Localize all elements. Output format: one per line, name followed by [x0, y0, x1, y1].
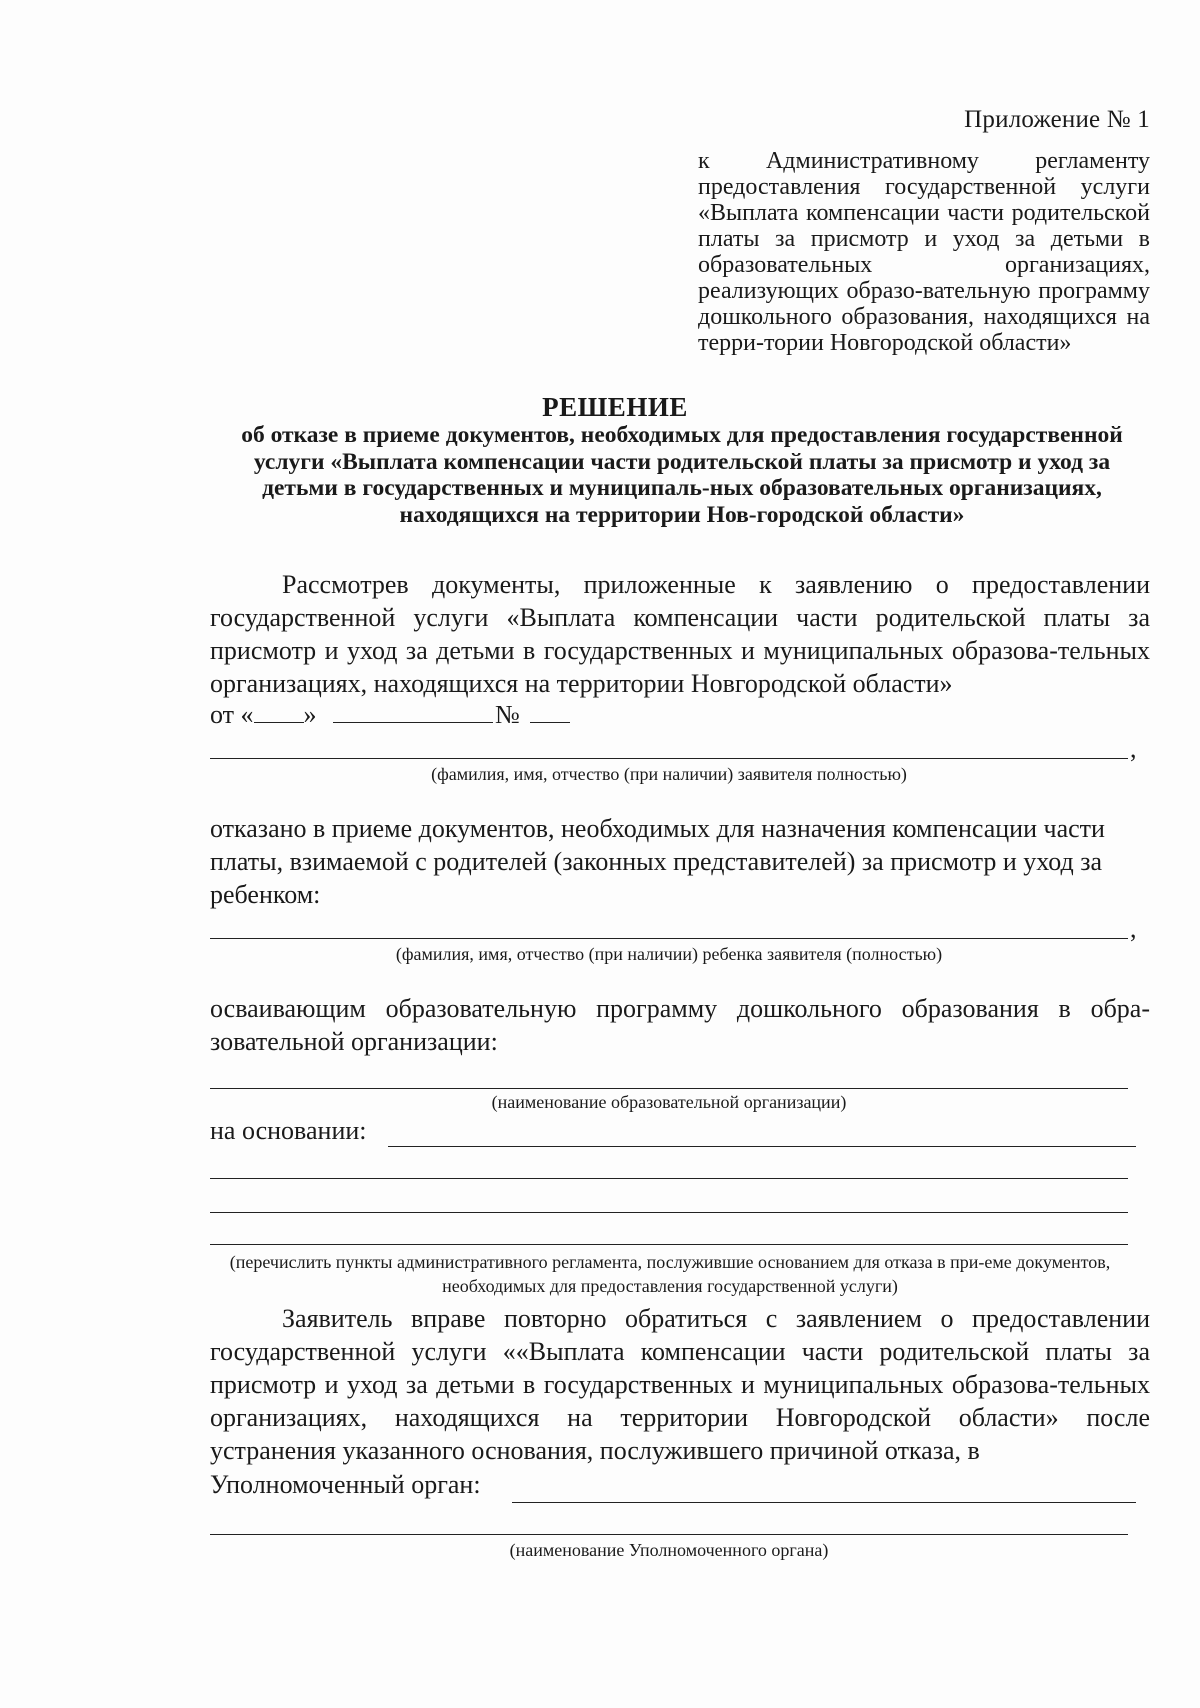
- annex-reference: к Административному регламенту предоставления государственной услуги «Выплата компенсации части родительской платы за присмотр и уход за детьми в образовательных организациях, реализующих образо-вательную программу дошкольного образования, находящихся на терри-тории Новгородской области»: [698, 148, 1150, 356]
- child-comma: ,: [1130, 914, 1137, 943]
- decision-title: РЕШЕНИЕ: [542, 392, 688, 422]
- refusal-paragraph: отказано в приеме документов, необходимых для назначения компенсации части платы, взимаемой с родителей (законных представителей) за присмотр и уход за ребенком:: [210, 814, 1105, 909]
- authority-caption: (наименование Уполномоченного органа): [509, 1540, 829, 1560]
- basis-label: на основании:: [210, 1116, 367, 1145]
- number-sign: №: [495, 700, 520, 729]
- annex-number: Приложение № 1: [964, 106, 1150, 133]
- authority-line-2: [210, 1534, 1128, 1535]
- organization-line: [210, 1088, 1128, 1089]
- organization-caption: (наименование образовательной организации): [491, 1092, 847, 1112]
- child-caption: (фамилия, имя, отчество (при наличии) ребенка заявителя (полностью): [395, 944, 943, 964]
- close-quote: »: [303, 700, 317, 729]
- decision-subtitle: об отказе в приеме документов, необходимых для предоставления государственной услуги «Выплата компенсации части родительской платы за присмотр и уход за детьми в государственных и муниципаль-ных образовательных организациях, находящихся на территории Нов-городской области»: [241, 422, 1123, 528]
- child-name-line: [210, 938, 1128, 939]
- basis-caption: (перечислить пункты административного регламента, послужившие основанием для отказа в при-еме документов, необходимых для предоставления государственной услуги): [229, 1252, 1111, 1296]
- day-blank: [254, 700, 304, 723]
- basis-line-2: [210, 1178, 1128, 1179]
- applicant-caption: (фамилия, имя, отчество (при наличии) заявителя полностью): [431, 764, 907, 784]
- authority-line-1: [512, 1502, 1136, 1503]
- reapply-paragraph: Заявитель вправе повторно обратиться с заявлением о предоставлении государственной услуги ««Выплата компенсации части родительской платы за присмотр и уход за детьми в государственных и муниципальных образова-тельных организациях, находящихся на территории Новгородской области» после устранения указанного основания, послужившего причиной отказа, в: [210, 1304, 1150, 1465]
- authority-label: Уполномоченный орган:: [210, 1470, 481, 1499]
- mastering-paragraph: осваивающим образовательную программу дошкольного образования в обра-зовательной организации:: [210, 994, 1150, 1056]
- applicant-name-line: [210, 758, 1128, 759]
- basis-line-4: [210, 1244, 1128, 1245]
- review-paragraph: Рассмотрев документы, приложенные к заявлению о предоставлении государственной услуги «Выплата компенсации части родительской платы за присмотр и уход за детьми в государственных и муниципальных образова-тельных организациях, находящихся на территории Новгородской области»: [210, 570, 1150, 698]
- from-prefix: от «: [210, 700, 254, 729]
- basis-line-1: [388, 1146, 1136, 1147]
- date-number-line: [210, 700, 570, 730]
- basis-line-3: [210, 1212, 1128, 1213]
- month-year-blank: [333, 700, 493, 723]
- number-blank: [530, 700, 570, 723]
- applicant-comma: ,: [1130, 734, 1137, 763]
